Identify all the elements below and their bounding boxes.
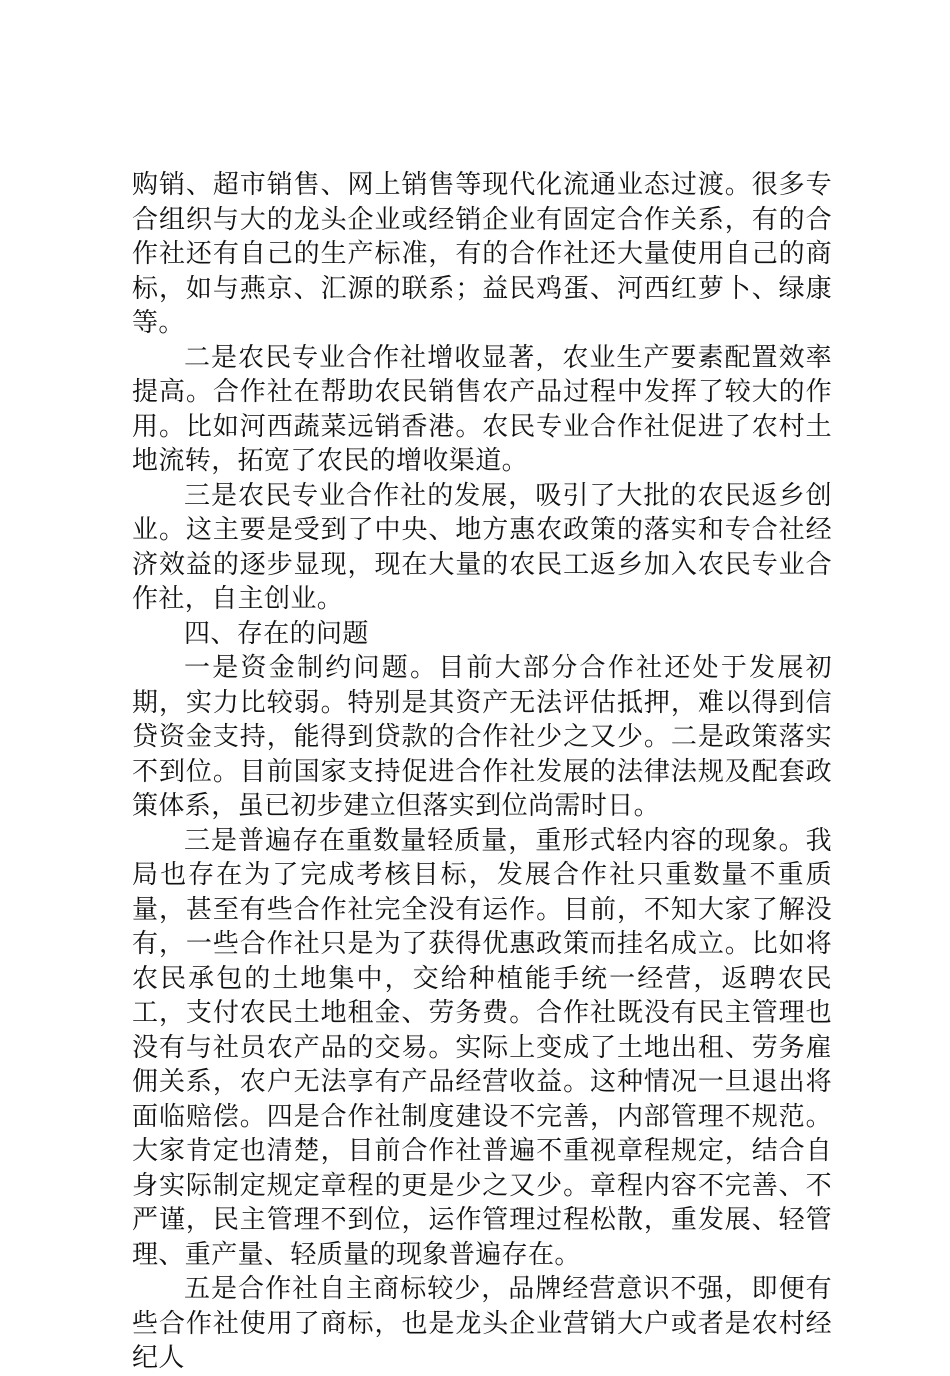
paragraph-7: 五是合作社自主商标较少，品牌经营意识不强，即便有些合作社使用了商标，也是龙头企业营销大户或者是农村经纪人 xyxy=(132,1274,832,1373)
section-heading-problems: 四、存在的问题 xyxy=(184,618,369,649)
paragraph-2: 二是农民专业合作社增收显著，农业生产要素配置效率提高。合作社在帮助农民销售农产品过程中发挥了较大的作用。比如河西蔬菜远销香港。农民专业合作社促进了农村土地流转，拓宽了农民的增收渠道。 xyxy=(132,342,832,476)
paragraph-6: 三是普遍存在重数量轻质量，重形式轻内容的现象。我局也存在为了完成考核目标，发展合作社只重数量不重质量，甚至有些合作社完全没有运作。目前，不知大家了解没有，一些合作社只是为了获得优惠政策而挂名成立。比如将农民承包的土地集中，交给种植能手统一经营，返聘农民工，支付农民土地租金、劳务费。合作社既没有民主管理也没有与社员农产品的交易。实际上变成了土地出租、劳务雇佣关系，农户无法享有产品经营收益。这种情况一旦退出将面临赔偿。四是合作社制度建设不完善，内部管理不规范。大家肯定也清楚，目前合作社普遍不重视章程规定，结合自身实际制定规定章程的更是少之又少。章程内容不完善、不严谨，民主管理不到位，运作管理过程松散，重发展、轻管理、重产量、轻质量的现象普遍存在。 xyxy=(132,825,832,1270)
paragraph-1: 购销、超市销售、网上销售等现代化流通业态过渡。很多专合组织与大的龙头企业或经销企业有固定合作关系，有的合作社还有自己的生产标准，有的合作社还大量使用自己的商标，如与燕京、汇源的联系；益民鸡蛋、河西红萝卜、绿康等。 xyxy=(132,170,832,338)
paragraph-3: 三是农民专业合作社的发展，吸引了大批的农民返乡创业。这主要是受到了中央、地方惠农政策的落实和专合社经济效益的逐步显现，现在大量的农民工返乡加入农民专业合作社，自主创业。 xyxy=(132,480,832,614)
document-body xyxy=(132,168,832,1376)
paragraph-5: 一是资金制约问题。目前大部分合作社还处于发展初期，实力比较弱。特别是其资产无法评估抵押，难以得到信贷资金支持，能得到贷款的合作社少之又少。二是政策落实不到位。目前国家支持促进合作社发展的法律法规及配套政策体系，虽已初步建立但落实到位尚需时日。 xyxy=(132,653,832,821)
